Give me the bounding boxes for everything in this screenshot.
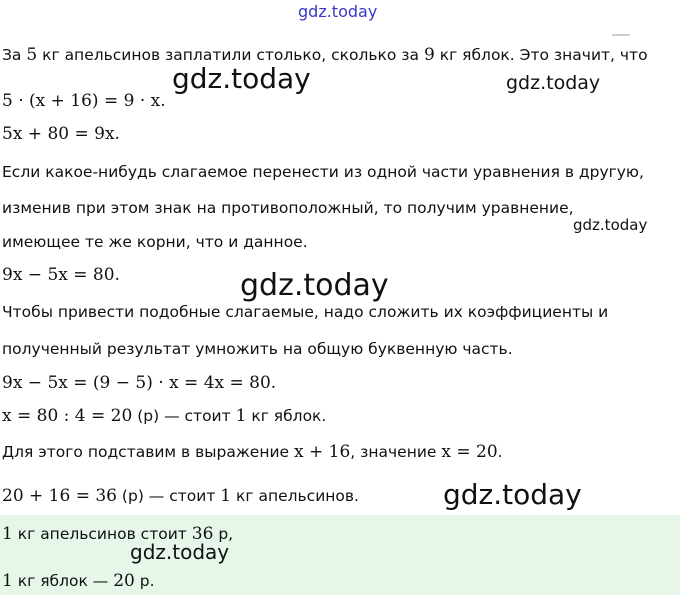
watermark: gdz.today bbox=[298, 2, 378, 21]
solution-line: Для этого подставим в выражение x + 16, значение x = 20. bbox=[2, 442, 503, 462]
solution-line: полученный результат умножить на общую буквенную часть. bbox=[2, 340, 513, 358]
solution-line: Если какое-нибудь слагаемое перенести из одной части уравнения в другую, bbox=[2, 163, 644, 181]
answer-line: 1 кг апельсинов стоит 36 р, bbox=[2, 524, 234, 544]
solution-line: x = 80 : 4 = 20 (р) — стоит 1 кг яблок. bbox=[2, 406, 327, 426]
solution-line: Чтобы привести подобные слагаемые, надо сложить их коэффициенты и bbox=[2, 303, 609, 321]
equation-line: 5x + 80 = 9x. bbox=[2, 124, 120, 144]
watermark: gdz.today bbox=[130, 540, 230, 564]
equation-line: 9x − 5x = 80. bbox=[2, 265, 120, 285]
watermark: gdz.today bbox=[240, 268, 389, 303]
watermark: gdz.today bbox=[172, 62, 311, 95]
solution-line: изменив при этом знак на противоположный, то получим уравнение, bbox=[2, 199, 574, 217]
decorative-mark bbox=[612, 34, 630, 36]
equation-line: 9x − 5x = (9 − 5) · x = 4x = 80. bbox=[2, 373, 277, 393]
solution-line: 20 + 16 = 36 (р) — стоит 1 кг апельсинов. bbox=[2, 486, 359, 506]
answer-box bbox=[0, 515, 680, 595]
watermark: gdz.today bbox=[573, 216, 648, 234]
watermark: gdz.today bbox=[443, 478, 582, 511]
answer-line: 1 кг яблок — 20 р. bbox=[2, 571, 155, 591]
watermark: gdz.today bbox=[506, 72, 601, 94]
solution-line: имеющее те же корни, что и данное. bbox=[2, 233, 308, 251]
solution-line: За 5 кг апельсинов заплатили столько, сколько за 9 кг яблок. Это значит, что bbox=[2, 45, 648, 65]
equation-line: 5 · (x + 16) = 9 · x. bbox=[2, 91, 166, 111]
